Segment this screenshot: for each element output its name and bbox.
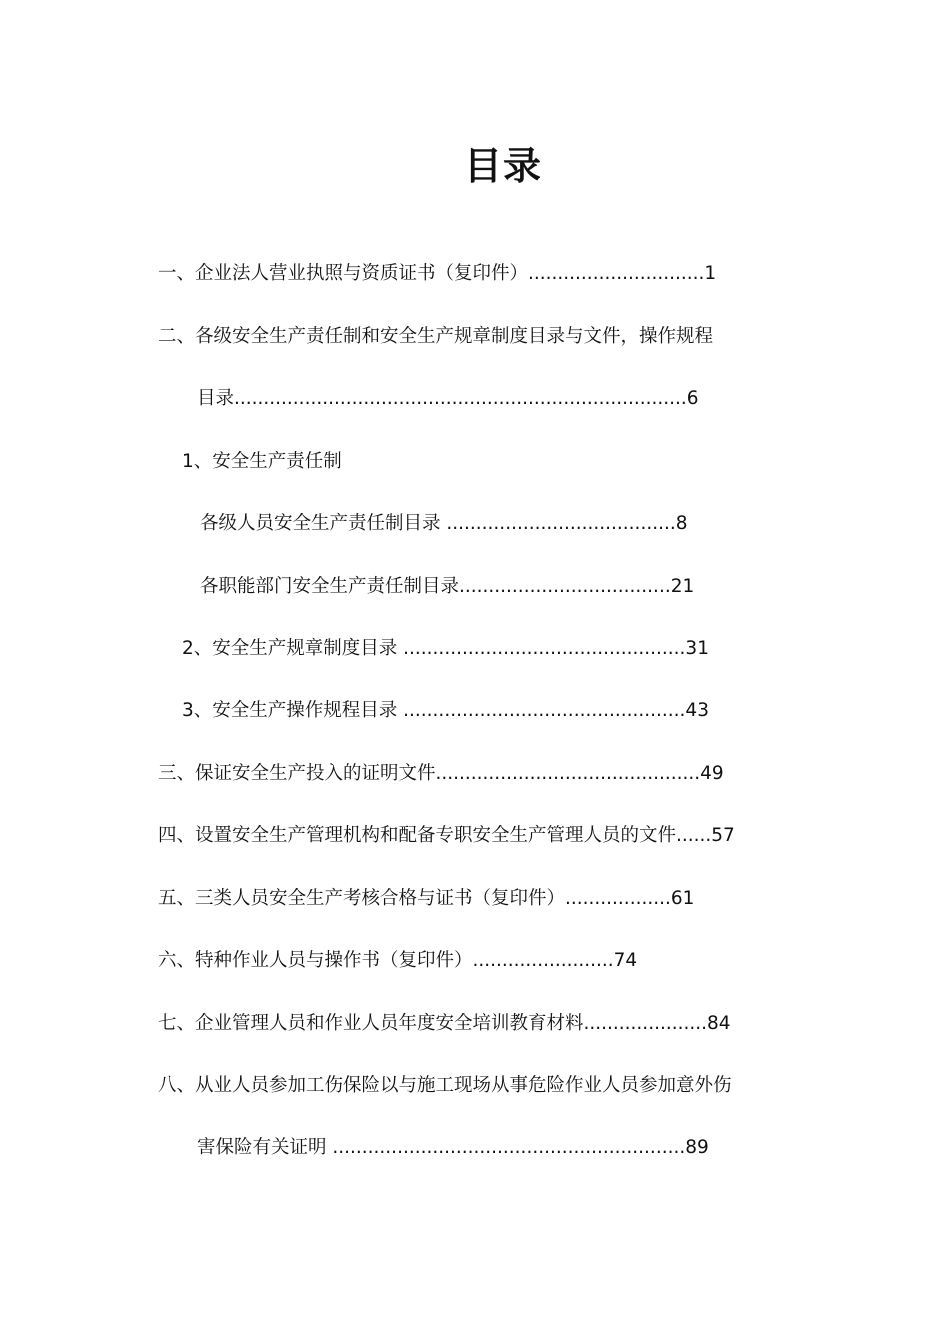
toc-entry-1: 一、企业法人营业执照与资质证书（复印件）..............................1 [158,263,717,284]
toc-entry-5: 五、三类人员安全生产考核合格与证书（复印件）..................61 [158,888,695,909]
toc-subsection-3: 3、安全生产操作规程目录 ................................................43 [182,700,709,721]
toc-entry-8-continued: 害保险有关证明 ............................................................89 [197,1137,709,1158]
toc-entry-2: 二、各级安全生产责任制和安全生产规章制度目录与文件，操作规程 [158,326,714,347]
toc-subentry-2: 各职能部门安全生产责任制目录....................................21 [200,576,695,597]
toc-entry-6: 六、特种作业人员与操作书（复印件）........................74 [158,950,638,971]
toc-subsection-1: 1、安全生产责任制 [182,451,342,472]
toc-entry-3: 三、保证安全生产投入的证明文件.............................................49 [158,763,724,784]
toc-entry-7: 七、企业管理人员和作业人员年度安全培训教育材料.....................84 [158,1013,731,1034]
page-title: 目录 [463,144,542,188]
toc-entry-2-continued: 目录.............................................................................6 [197,388,699,409]
toc-entry-4: 四、设置安全生产管理机构和配备专职安全生产管理人员的文件......57 [158,825,735,846]
toc-subentry-1: 各级人员安全生产责任制目录 .......................................8 [200,513,688,534]
toc-subsection-2: 2、安全生产规章制度目录 ................................................31 [182,638,709,659]
toc-entry-8: 八、从业人员参加工伤保险以与施工现场从事危险作业人员参加意外伤 [158,1075,732,1096]
